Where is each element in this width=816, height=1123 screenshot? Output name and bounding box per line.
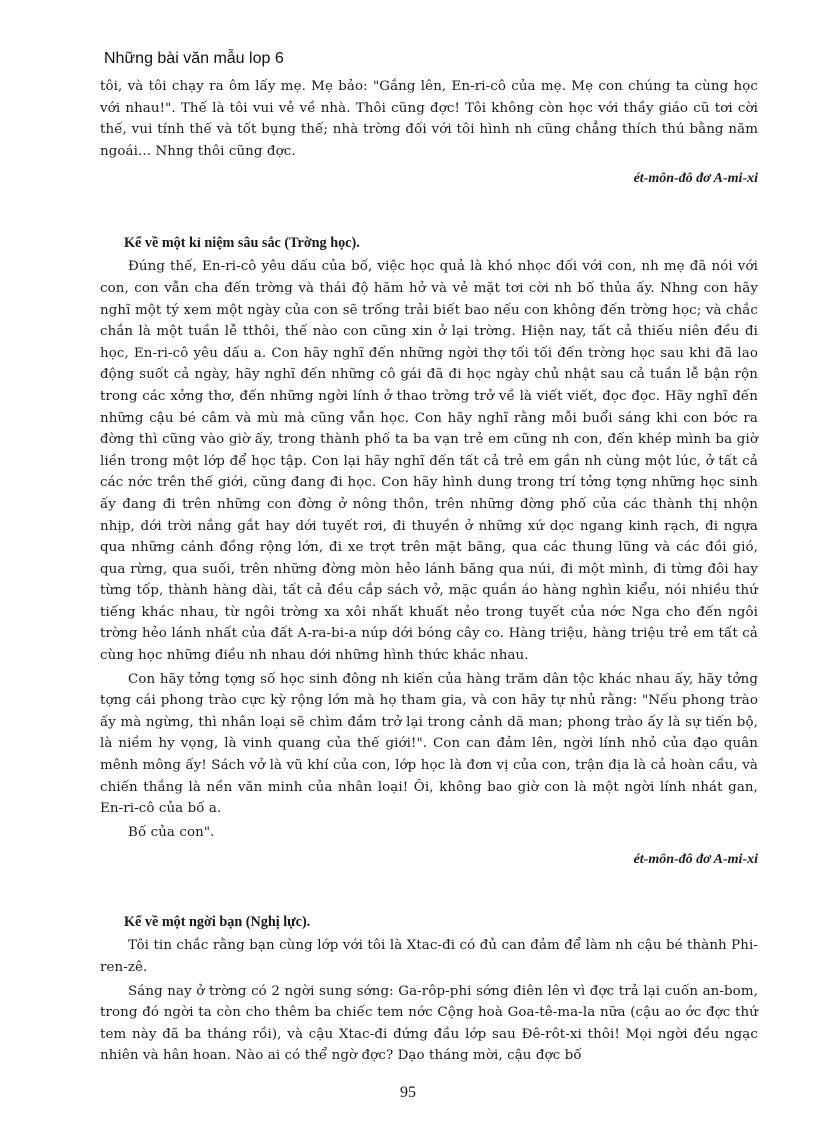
author-signature: ét-môn-đô đơ A-mi-xi bbox=[633, 171, 758, 187]
paragraph-continuation: tôi, và tôi chạy ra ôm lấy mẹ. Mẹ bảo: "Gắng lên, En-ri-cô của mẹ. Mẹ con chúng ta cùng học với nhau!". Thế là tôi vui vẻ về nhà. Thôi cũng đợc! Tôi không còn học với thầy giáo cũ tơi cời thế, vui tính thế và tốt bụng thế; nhà trờng đối với tôi hình nh cũng chẳng thích thú bằng năm ngoái... Nhng thôi cũng đợc. bbox=[100, 79, 758, 159]
page-number: 95 bbox=[400, 1084, 416, 1101]
section-spacer bbox=[100, 871, 758, 911]
section-title: Kể về một ngời bạn (Nghị lực). bbox=[124, 914, 311, 931]
paragraph: Con hãy tởng tợng số học sinh đông nh kiến của hàng trăm dân tộc khác nhau ấy, hãy tởng tợng cái phong trào cực kỳ rộng lớn mà họ tham gia, và con hãy tự nhủ rằng: "Nếu phong trào ấy mà ngừng, thì nhân loại sẽ chìm đắm trở lại trong cảnh dã man; phong trào ấy là sự tiến bộ, là niềm hy vọng, là vinh quang của thế giới!". Con can đảm lên, ngời lính nhỏ của đạo quân mênh mông ấy! Sách vở là vũ khí của con, lớp học là đơn vị của con, trận địa là cả hoàn cầu, và chiến thắng là nền văn minh của nhân loại! Ôi, không bao giờ con là một ngời lính nhát gan, En-ri-cô của bố a. bbox=[100, 671, 758, 817]
text-column bbox=[100, 76, 758, 1067]
paragraph: Sáng nay ở trờng có 2 ngời sung sớng: Ga-rôp-phi sớng điên lên vì đợc trả lại cuốn an-bom, trong đó ngời ta còn cho thêm ba chiếc tem nớc Cộng hoà Goa-tê-ma-la nữa (cậu ao ớc đợc thứ tem này đã ba tháng rồi), và cậu Xtac-đi đứng đầu lớp sau Đê-rôt-xi thôi! Mọi ngời đều ngạc nhiên và hân hoan. Nào ai có thể ngờ đợc? Dạo tháng mời, cậu đợc bố bbox=[100, 983, 758, 1064]
author-signature: ét-môn-đô đơ A-mi-xi bbox=[633, 852, 758, 868]
section-spacer bbox=[100, 190, 758, 232]
running-header: Những bài văn mẫu lop 6 bbox=[104, 50, 284, 67]
section-title: Kể về một kỉ niệm sâu sắc (Trờng học). bbox=[124, 235, 360, 252]
paragraph-closing: Bố của con". bbox=[128, 824, 215, 840]
paragraph: Đúng thế, En-ri-cô yêu dấu của bố, việc học quả là khó nhọc đối với con, nh mẹ đã nói với con, con vẫn cha đến trờng và thái độ hăm hở và vẻ mặt tơi cời nh bố thủa ấy. Nhng con hãy nghĩ một tý xem một ngày của con sẽ trống trải biết bao nếu con không đến trờng học; và chắc chắn là một tuần lễ tthôi, thế nào con cũng xin ở lại trờng. Hiện nay, tất cả thiếu niên đều đi học, En-ri-cô yêu dấu a. Con hãy nghĩ đến những ngời thợ tối tối đến trờng học sau khi đã lao động suốt cả ngày, hãy nghĩ đến những cô gái đã đi học ngày chủ nhật sau cả tuần lễ bận rộn trong các xởng thơ, đến những ngời lính ở thao trờng trở về là viết viết, đọc đọc. Hãy nghĩ đến những cậu bé câm và mù mà cũng vẫn học. Con hãy nghĩ rằng mỗi buổi sáng khi con bớc ra đờng thì cũng vào giờ ấy, trong thành phố ta ba vạn trẻ em cũng nh con, đến khép mình ba giờ liền trong một lớp để học tập. Con lại hãy nghĩ đến tất cả trẻ em gần nh cùng một lúc, ở tất cả các nớc trên thế giới, cũng đang đi học. Con hãy hình dung trong trí tởng tợng những học sinh ấy đang đi trên những con đờng ở nông thôn, trên những đờng phố của các thành thị nhộn nhịp, dới trời nắng gắt hay dới tuyết rơi, đi thuyền ở những xứ dọc ngang kinh rạch, đi ngựa qua những cánh đồng rộng lớn, đi xe trợt trên mặt băng, qua các thung lũng và các đồi gió, qua rừng, qua suối, trên những đờng mòn hẻo lánh băng qua núi, đi một mình, đi từng đôi hay từng tốp, thành hàng dài, tất cả đều cắp sách vở, mặc quần áo hàng nghìn kiểu, nói nhiều thứ tiếng khác nhau, từ ngôi trờng xa xôi nhất khuất nẻo trong tuyết của nớc Nga cho đến ngôi trờng hẻo lánh nhất của đất A-ra-bi-a núp dới bóng cây co. Hàng triệu, hàng triệu trẻ em tất cả cùng học những điều nh nhau dới những hình thức khác nhau. bbox=[100, 259, 758, 664]
paragraph: Tôi tin chắc rằng bạn cùng lớp với tôi là Xtac-đi có đủ can đảm để làm nh cậu bé thành Phi-ren-zê. bbox=[100, 938, 758, 975]
